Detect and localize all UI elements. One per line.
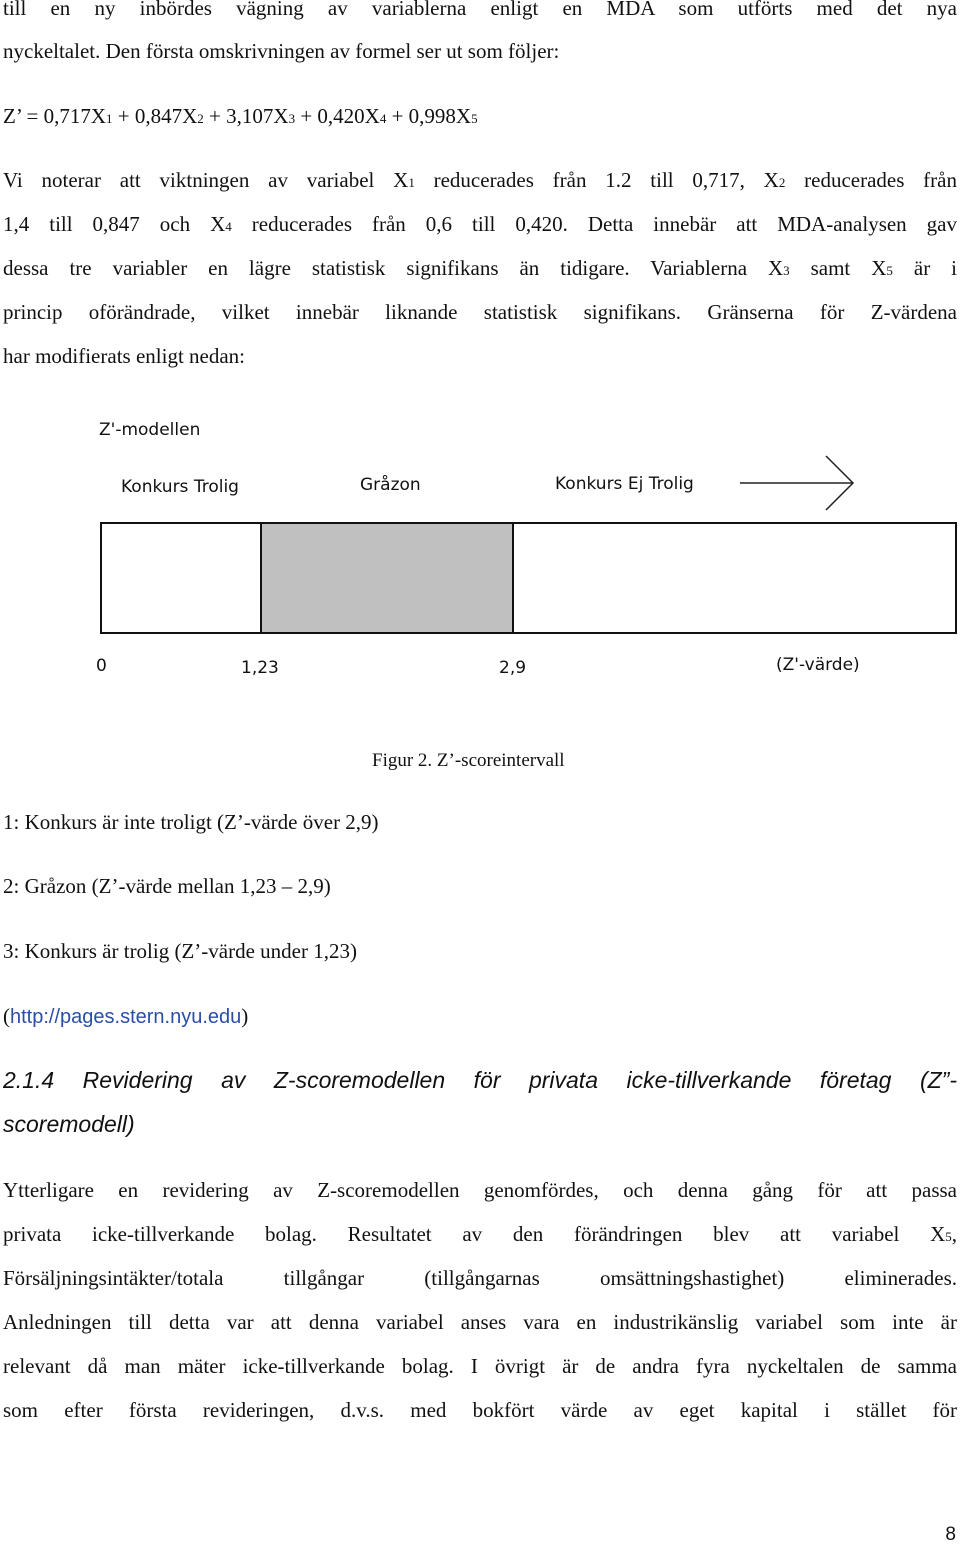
subscript: 4 (379, 111, 387, 126)
body-text-line: relevant då man mäter icke-tillverkande bolag. I övrigt är de andra fyra nyckeltalen de samma (3, 1354, 957, 1378)
label-grazon: Gråzon (360, 475, 421, 495)
body-text-line: princip oförändrade, vilket innebär liknande statistisk signifikans. Gränserna för Z-värdena (3, 300, 957, 324)
section-heading-cont: scoremodell) (3, 1111, 135, 1137)
tick-label-0: 0 (96, 656, 107, 676)
section-heading: 2.1.4 Revidering av Z-scoremodellen för privata icke-tillverkande företag (Z”- (3, 1067, 957, 1093)
formula-term: + 0,847X (112, 104, 198, 128)
body-text-line: dessa tre variabler en lägre statistisk signifikans än tidigare. Variablerna X3 samt X5 är i (3, 256, 957, 280)
segment-konkurs-ej-trolig (513, 523, 956, 633)
segment-konkurs-trolig (101, 523, 261, 633)
formula (3, 104, 478, 129)
body-text-line: Ytterligare en revidering av Z-scoremodellen genomfördes, och denna gång för att passa (3, 1178, 957, 1202)
formula-term: Z’ = 0,717X (3, 104, 107, 128)
page-number: 8 (945, 1524, 956, 1545)
body-text-line: som efter första revideringen, d.v.s. med bokfört värde av eget kapital i stället för (3, 1398, 957, 1422)
formula-term: + 3,107X (203, 104, 289, 128)
formula-term: + 0,420X (295, 104, 380, 128)
subscript: 1 (106, 111, 113, 126)
label-konkurs-trolig: Konkurs Trolig (121, 477, 239, 497)
formula-term: + 0,998X (386, 104, 472, 128)
body-text-line: nyckeltalet. Den första omskrivningen av formel ser ut som följer: (3, 39, 560, 63)
body-text-line: 1,4 till 0,847 och X4 reducerades från 0,6 till 0,420. Detta innebär att MDA-analysen gav (3, 212, 957, 236)
subscript: 3 (288, 111, 296, 126)
tick-label-2-9: 2,9 (499, 658, 527, 678)
diagram-title: Z'-modellen (99, 420, 201, 440)
tick-label-1-23: 1,23 (241, 658, 279, 678)
label-konkurs-ej-trolig: Konkurs Ej Trolig (555, 474, 694, 494)
body-text-line: Försäljningsintäkter/totala tillgångar (tillgångarnas omsättningshastighet) eliminerades. (3, 1266, 957, 1290)
subscript: 5 (471, 111, 478, 126)
body-text-line: privata icke-tillverkande bolag. Resultatet av den förändringen blev att variabel X5, (3, 1222, 957, 1246)
source-reference: (http://pages.stern.nyu.edu) (3, 1004, 249, 1028)
list-item: 1: Konkurs är inte troligt (Z’-värde över 2,9) (3, 810, 379, 834)
list-item: 3: Konkurs är trolig (Z’-värde under 1,23) (3, 939, 357, 963)
figure-caption: Figur 2. Z’-scoreintervall (372, 750, 565, 771)
body-text-line: Anledningen till detta var att denna variabel anses vara en industrikänslig variabel som inte är (3, 1310, 957, 1334)
list-item: 2: Gråzon (Z’-värde mellan 1,23 – 2,9) (3, 874, 331, 898)
segment-grazon (261, 523, 513, 633)
body-text-line: Vi noterar att viktningen av variabel X1 reducerades från 1.2 till 0,717, X2 reducerades från (3, 168, 957, 192)
axis-unit-label: (Z'-värde) (776, 655, 860, 675)
subscript: 2 (197, 111, 204, 126)
body-text-line: till en ny inbördes vägning av variablerna enligt en MDA som utförts med det nya (3, 0, 957, 20)
z-score-diagram (0, 400, 960, 700)
body-text-line: har modifierats enligt nedan: (3, 344, 246, 368)
source-link[interactable]: http://pages.stern.nyu.edu (10, 1006, 242, 1028)
